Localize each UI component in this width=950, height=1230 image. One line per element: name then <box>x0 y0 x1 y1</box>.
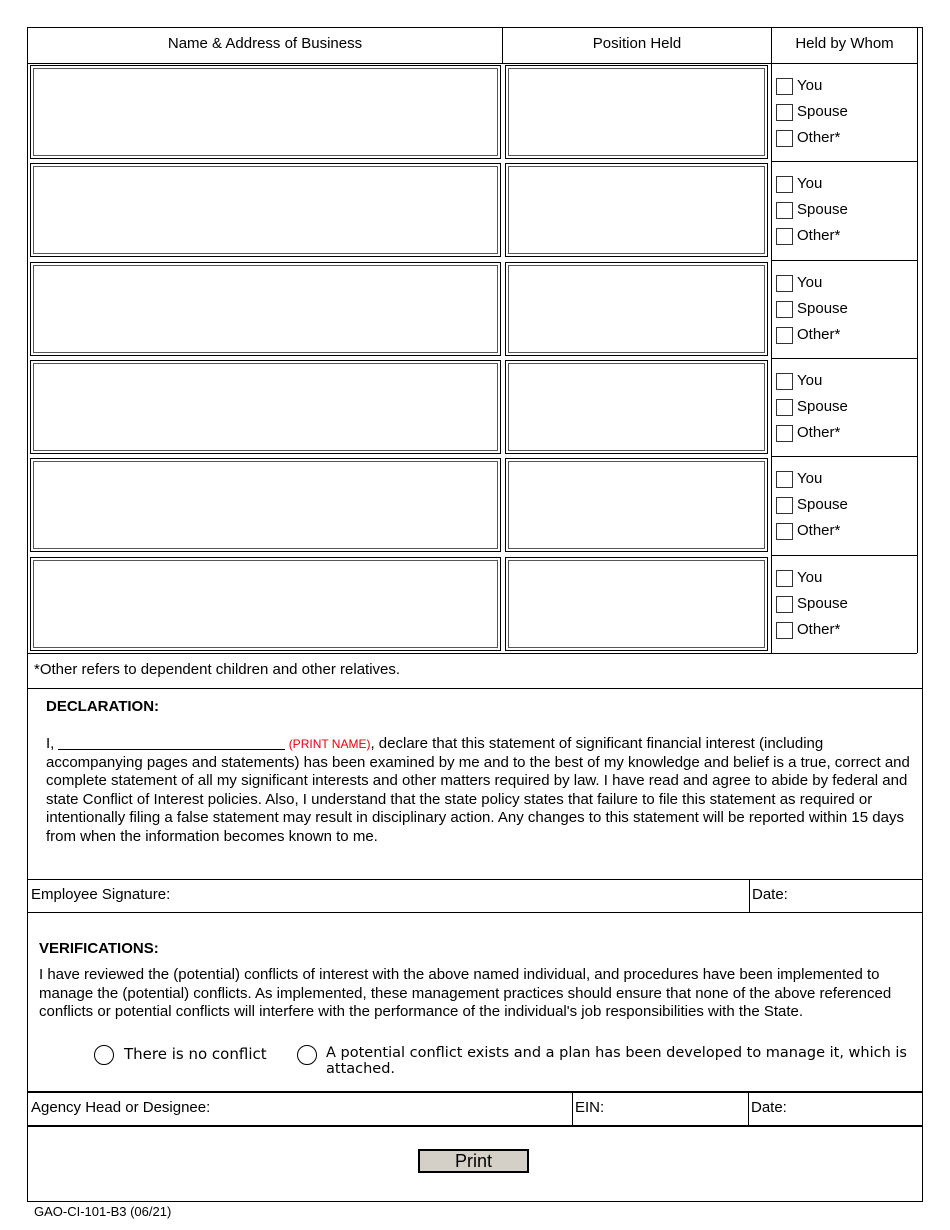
checkbox-label: Other* <box>797 227 841 244</box>
checkbox-other[interactable] <box>776 622 793 639</box>
print-name-hint: (PRINT NAME) <box>288 737 371 751</box>
checkbox-other[interactable] <box>776 327 793 344</box>
row-divider <box>771 358 917 359</box>
checkbox-spouse[interactable] <box>776 202 793 219</box>
row-col-divider <box>771 456 772 555</box>
signature-divider <box>27 912 923 913</box>
declaration-prefix: I, <box>46 735 55 752</box>
checkbox-you[interactable] <box>776 275 793 292</box>
col-header-business: Name & Address of Business <box>167 35 363 52</box>
header-divider <box>27 63 917 64</box>
row-col-divider <box>771 63 772 162</box>
position-held-field[interactable] <box>505 557 768 651</box>
table-right-border <box>917 27 918 653</box>
checkbox-label: Other* <box>797 424 841 441</box>
checkbox-other[interactable] <box>776 523 793 540</box>
checkbox-label: You <box>797 175 823 192</box>
ein-label: EIN: <box>575 1099 605 1116</box>
business-name-address-field[interactable] <box>30 557 501 651</box>
checkbox-label: Spouse <box>797 496 848 513</box>
checkbox-spouse[interactable] <box>776 301 793 318</box>
agency-date-divider <box>748 1092 749 1125</box>
row-divider <box>771 161 917 162</box>
checkbox-label: Spouse <box>797 103 848 120</box>
business-name-address-field[interactable] <box>30 65 501 159</box>
agency-date-label: Date: <box>751 1099 787 1116</box>
checkbox-spouse[interactable] <box>776 399 793 416</box>
ein-field[interactable] <box>610 1093 748 1124</box>
checkbox-label: Other* <box>797 621 841 638</box>
checkbox-label: You <box>797 372 823 389</box>
agency-head-label: Agency Head or Designee: <box>31 1099 211 1116</box>
checkbox-label: Spouse <box>797 201 848 218</box>
checkbox-you[interactable] <box>776 570 793 587</box>
checkbox-label: You <box>797 470 823 487</box>
declaration-first-line: , declare that this statement of significant financial interest (including <box>370 735 824 752</box>
employee-signature-label: Employee Signature: <box>31 886 171 903</box>
checkbox-spouse[interactable] <box>776 104 793 121</box>
radio-no-conflict[interactable] <box>94 1045 114 1065</box>
row-divider <box>771 555 917 556</box>
row-divider <box>771 456 917 457</box>
row-col-divider <box>771 260 772 359</box>
checkbox-other[interactable] <box>776 228 793 245</box>
print-name-field[interactable] <box>58 735 285 750</box>
position-held-field[interactable] <box>505 360 768 454</box>
radio-potential-conflict[interactable] <box>297 1045 317 1065</box>
checkbox-you[interactable] <box>776 471 793 488</box>
signature-date-label: Date: <box>752 886 788 903</box>
checkbox-other[interactable] <box>776 425 793 442</box>
col-header-position: Position Held <box>592 35 682 52</box>
footnote-divider <box>27 688 923 689</box>
agency-ein-divider <box>572 1092 573 1125</box>
business-name-address-field[interactable] <box>30 262 501 356</box>
checkbox-label: Other* <box>797 522 841 539</box>
verifications-body: I have reviewed the (potential) conflicts of interest with the above named individual, and procedures have been implemented to manage the (potential) conflicts. As implemented, these management practices should ensure that none of the above referenced conflicts or potential conflicts will interfere with the performance of the individual's job responsibilities with the State. <box>39 966 892 1020</box>
checkbox-label: Spouse <box>797 398 848 415</box>
checkbox-label: You <box>797 569 823 586</box>
form-id: GAO-CI-101-B3 (06/21) <box>34 1204 172 1219</box>
checkbox-label: Other* <box>797 129 841 146</box>
business-name-address-field[interactable] <box>30 458 501 552</box>
declaration-body: accompanying pages and statements) has been examined by me and to the best of my knowledge and belief is a true, correct and complete statement of all my significant interests and other matters required by law. I have read and agree to abide by federal and state Conflict of Interest policies. Also, I understand that the state policy states that failure to file this statement as required or intentionally filing a false statement may result in disciplinary action. Any changes to this statement will be reported within 15 days from when the information becomes known to me. <box>46 753 910 845</box>
checkbox-you[interactable] <box>776 176 793 193</box>
row-col-divider <box>771 358 772 457</box>
agency-date-field[interactable] <box>792 1093 920 1124</box>
print-button[interactable]: Print <box>418 1149 529 1173</box>
signature-date-divider <box>749 879 750 912</box>
business-name-address-field[interactable] <box>30 360 501 454</box>
position-held-field[interactable] <box>505 262 768 356</box>
declaration-heading: DECLARATION: <box>46 698 160 715</box>
checkbox-label: Other* <box>797 326 841 343</box>
checkbox-label: Spouse <box>797 595 848 612</box>
checkbox-label: You <box>797 77 823 94</box>
footnote: *Other refers to dependent children and other relatives. <box>34 661 401 678</box>
checkbox-spouse[interactable] <box>776 497 793 514</box>
checkbox-you[interactable] <box>776 373 793 390</box>
checkbox-other[interactable] <box>776 130 793 147</box>
table-bottom-border <box>27 653 917 654</box>
position-held-field[interactable] <box>505 163 768 257</box>
checkbox-label: You <box>797 274 823 291</box>
checkbox-label: Spouse <box>797 300 848 317</box>
business-name-address-field[interactable] <box>30 163 501 257</box>
employee-signature-field[interactable] <box>180 880 749 912</box>
col-header-held-by: Held by Whom <box>795 35 894 52</box>
position-held-field[interactable] <box>505 65 768 159</box>
checkbox-you[interactable] <box>776 78 793 95</box>
position-held-field[interactable] <box>505 458 768 552</box>
checkbox-spouse[interactable] <box>776 596 793 613</box>
agency-head-field[interactable] <box>220 1093 570 1124</box>
radio-no-conflict-label: There is no conflict <box>124 1045 267 1063</box>
radio-potential-conflict-label: A potential conflict exists and a plan has been developed to manage it, which is attached. <box>326 1045 907 1077</box>
row-col-divider <box>771 555 772 654</box>
signature-date-field[interactable] <box>792 880 920 912</box>
declaration-text <box>46 735 916 846</box>
agency-bottom-divider <box>27 1125 923 1127</box>
row-col-divider <box>771 161 772 260</box>
verifications-heading: VERIFICATIONS: <box>39 940 159 957</box>
row-divider <box>771 260 917 261</box>
